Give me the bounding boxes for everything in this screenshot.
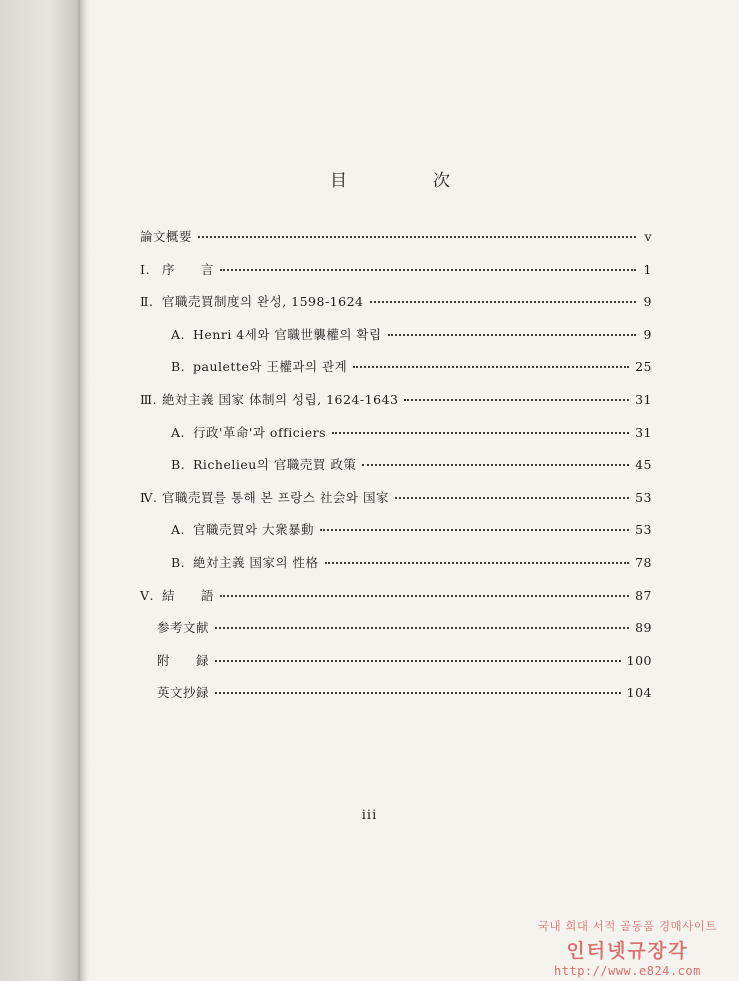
toc-entry bbox=[140, 553, 652, 586]
toc-entry-number: A. bbox=[171, 522, 186, 538]
watermark-site-name: 인터넷규장각 bbox=[566, 940, 689, 962]
dot-leader bbox=[404, 398, 629, 401]
toc-entry-label: paulette와 王權과의 관계 bbox=[193, 359, 348, 375]
toc-entry-label: Richelieu의 官職売買 政策 bbox=[193, 457, 357, 473]
toc-entry bbox=[140, 390, 652, 423]
toc-entry-label: 絶対主義 国家 体制의 성립, 1624-1643 bbox=[162, 391, 399, 407]
toc-entry-page: v bbox=[644, 229, 652, 244]
page-number: iii bbox=[361, 808, 378, 823]
toc-entry-number: B. bbox=[171, 554, 186, 570]
toc-entry-label: 絶対主義 国家의 性格 bbox=[193, 554, 319, 570]
toc-entry bbox=[140, 488, 652, 521]
toc-entry-page: 1 bbox=[643, 261, 652, 277]
watermark bbox=[538, 918, 717, 978]
toc-entry-number: Ⅰ. bbox=[140, 261, 150, 277]
toc-entry bbox=[140, 227, 652, 260]
dot-leader bbox=[388, 333, 636, 336]
toc-entry-page: 25 bbox=[635, 359, 652, 375]
toc-entry bbox=[140, 651, 652, 684]
toc-entry-label: Henri 4세와 官職世襲權의 확립 bbox=[193, 326, 382, 342]
watermark-url: http://www.e824.com bbox=[554, 964, 701, 978]
toc-entry bbox=[140, 357, 652, 390]
toc-entry-label: 参考文献 bbox=[157, 620, 210, 636]
toc-entry-page: 78 bbox=[635, 554, 652, 570]
dot-leader bbox=[395, 496, 629, 499]
toc-entry-page: 45 bbox=[635, 457, 652, 473]
toc-entry-number: Ⅲ. bbox=[140, 391, 158, 407]
toc-entry-number: B. bbox=[171, 457, 186, 473]
toc-entry-label: 附 録 bbox=[157, 652, 210, 668]
toc-entry bbox=[140, 292, 652, 325]
toc-entry bbox=[140, 260, 652, 293]
dot-leader bbox=[198, 235, 636, 238]
toc-entry bbox=[140, 423, 652, 456]
dot-leader bbox=[220, 268, 636, 271]
title-char-2: 次 bbox=[433, 171, 451, 191]
dot-leader bbox=[220, 594, 629, 597]
toc-entry-page: 100 bbox=[626, 652, 652, 668]
toc-entry-label: 結 語 bbox=[162, 587, 215, 603]
dot-leader bbox=[215, 659, 621, 662]
book-spine-shadow bbox=[0, 0, 90, 981]
dot-leader bbox=[320, 528, 629, 531]
toc-entry-number: B. bbox=[171, 359, 186, 375]
dot-leader bbox=[215, 626, 629, 629]
toc-entry-page: 9 bbox=[643, 326, 652, 342]
toc-entry-number: Ⅱ. bbox=[140, 294, 154, 310]
toc-entry-label: 官職売買를 통해 본 프랑스 社会와 国家 bbox=[162, 489, 389, 505]
toc-entry bbox=[140, 683, 652, 716]
toc-entry-page: 31 bbox=[635, 424, 652, 440]
toc-entry-page: 31 bbox=[635, 391, 652, 407]
toc-entry-number: Ⅳ. bbox=[140, 489, 158, 505]
dot-leader bbox=[370, 300, 637, 303]
toc-entry-page: 89 bbox=[635, 620, 652, 636]
dot-leader bbox=[353, 365, 629, 368]
gutter-line bbox=[78, 0, 80, 981]
toc-entry-label: 行政'革命'과 officiers bbox=[193, 424, 326, 440]
toc-entry-page: 87 bbox=[635, 587, 652, 603]
dot-leader bbox=[325, 561, 630, 564]
toc-entry bbox=[140, 325, 652, 358]
toc-entry bbox=[140, 618, 652, 651]
dot-leader bbox=[332, 431, 629, 434]
toc-entry-page: 104 bbox=[626, 685, 652, 701]
toc-entry-label: 官職売買와 大衆暴動 bbox=[193, 522, 315, 538]
toc-entry-label: 英文抄録 bbox=[157, 685, 210, 701]
dot-leader bbox=[362, 463, 629, 466]
toc-entry-number: Ⅴ. bbox=[140, 587, 155, 603]
toc-entry-label: 序 言 bbox=[162, 261, 215, 277]
table-of-contents bbox=[140, 227, 652, 716]
toc-entry-label: 官職売買制度의 완성, 1598-1624 bbox=[162, 294, 364, 310]
toc-entry-page: 53 bbox=[635, 522, 652, 538]
toc-entry-page: 9 bbox=[643, 294, 652, 310]
toc-entry-label: 論文概要 bbox=[140, 229, 193, 244]
watermark-tagline: 국내 희대 서적 골동품 경매사이트 bbox=[537, 919, 717, 933]
toc-entry-number: A. bbox=[171, 424, 186, 440]
title-char-1: 目 bbox=[330, 171, 348, 191]
toc-entry bbox=[140, 455, 652, 488]
toc-entry-number: A. bbox=[171, 326, 186, 342]
toc-entry bbox=[140, 586, 652, 619]
toc-entry bbox=[140, 520, 652, 553]
toc-entry-page: 53 bbox=[635, 489, 652, 505]
dot-leader bbox=[215, 691, 621, 694]
